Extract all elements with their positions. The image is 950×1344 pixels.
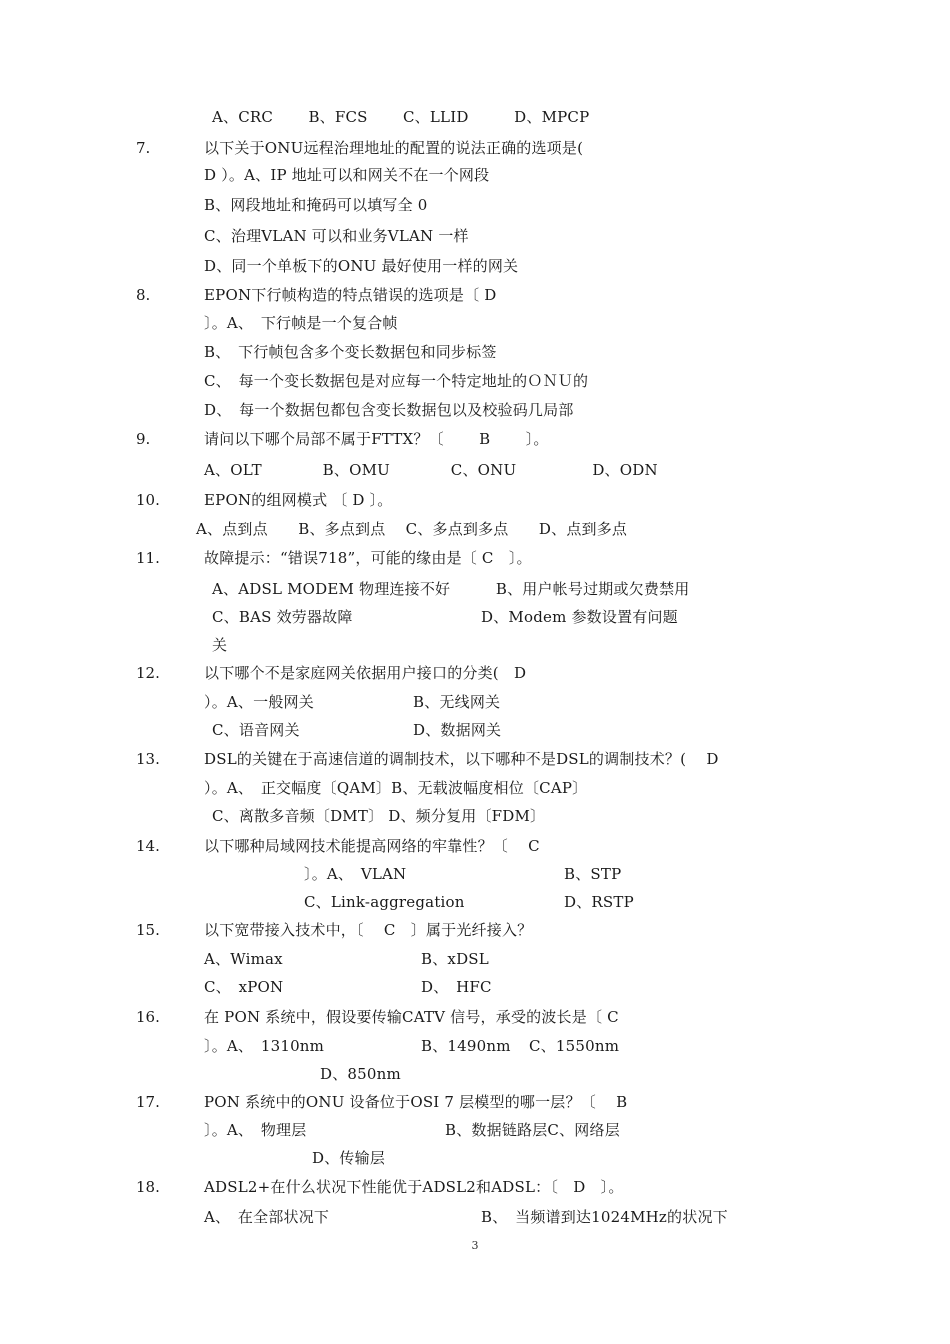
text-line: B、 下行帧包含多个变长数据包和同步标签 bbox=[204, 343, 497, 361]
question-number-8: 8. bbox=[136, 286, 151, 304]
text-line: D、传输层 bbox=[312, 1149, 386, 1167]
text-line: ）。A、一般网关 bbox=[204, 693, 314, 711]
text-line: B、1490nm bbox=[421, 1037, 511, 1055]
text-line: 以下关于ONU远程治理地址的配置的说法正确的选项是( bbox=[204, 139, 584, 157]
text-line: 请问以下哪个局部不属于FTTX？〔 B 〕。 bbox=[204, 430, 549, 448]
text-line: C、BAS 效劳器故障 bbox=[212, 608, 353, 626]
text-line: A、ADSL MODEM 物理连接不好 B、用户帐号过期或欠费禁用 bbox=[212, 580, 690, 598]
question-number-12: 12. bbox=[136, 664, 160, 682]
text-line: 〕。A、 1310nm bbox=[204, 1037, 325, 1055]
text-line: 故障提示：“错误718”，可能的缘由是〔 C 〕。 bbox=[204, 549, 532, 567]
text-line: B、 当频谱到达1024MHz的状况下 bbox=[481, 1208, 728, 1226]
text-line: B、网段地址和掩码可以填写全 0 bbox=[204, 196, 428, 214]
text-line: 以下哪种局域网技术能提高网络的牢靠性？〔 C bbox=[204, 837, 540, 855]
question-number-17: 17. bbox=[136, 1093, 160, 1111]
text-line: B、无线网关 bbox=[413, 693, 501, 711]
text-line: A、 在全部状况下 bbox=[204, 1208, 330, 1226]
page-number: 3 bbox=[471, 1239, 479, 1252]
text-line: D、RSTP bbox=[564, 893, 634, 911]
question-number-18: 18. bbox=[136, 1178, 160, 1196]
question-number-7: 7. bbox=[136, 139, 151, 157]
text-line: DSL的关键在于高速信道的调制技术，以下哪种不是DSL的调制技术？( D bbox=[204, 750, 719, 768]
text-line: ）。A、 正交幅度〔QAM〕B、无载波幅度相位〔CAP〕 bbox=[204, 779, 588, 797]
text-line: C、1550nm bbox=[529, 1037, 620, 1055]
text-line: C、 每一个变长数据包是对应每一个特定地址的ＯＮＵ的 bbox=[204, 372, 589, 390]
text-line: D、850nm bbox=[320, 1065, 401, 1083]
text-line: 〕。A、 下行帧是一个复合帧 bbox=[204, 314, 398, 332]
text-line: A、Wimax bbox=[204, 950, 283, 968]
text-line: B、数据链路层C、网络层 bbox=[445, 1121, 620, 1139]
text-line: C、治理VLAN 可以和业务VLAN 一样 bbox=[204, 227, 469, 245]
text-line: B、xDSL bbox=[421, 950, 489, 968]
text-line: C、语音网关 bbox=[212, 721, 300, 739]
text-line: 关 bbox=[212, 636, 228, 654]
text-line: B、STP bbox=[564, 865, 622, 883]
text-line: D、 HFC bbox=[421, 978, 492, 996]
text-line: C、 xPON bbox=[204, 978, 284, 996]
text-line: A、点到点 B、多点到点 C、多点到多点 D、点到多点 bbox=[196, 520, 628, 538]
text-line: 以下宽带接入技术中，〔 C 〕属于光纤接入？ bbox=[204, 921, 533, 939]
text-line: D、数据网关 bbox=[413, 721, 502, 739]
text-line: C、离散多音频〔DMT〕 D、频分复用〔FDM〕 bbox=[212, 807, 546, 825]
text-line: D、Modem 参数设置有问题 bbox=[481, 608, 678, 626]
question-number-11: 11. bbox=[136, 549, 160, 567]
text-line: 在 PON 系统中，假设要传输CATV 信号，承受的波长是〔 C bbox=[204, 1008, 619, 1026]
text-line: D ）。A、IP 地址可以和网关不在一个网段 bbox=[204, 166, 490, 184]
question-number-10: 10. bbox=[136, 491, 160, 509]
question-number-14: 14. bbox=[136, 837, 160, 855]
text-line: A、OLT B、OMU C、ONU D、ODN bbox=[204, 461, 658, 479]
text-line: PON 系统中的ONU 设备位于OSI 7 层模型的哪一层？〔 B bbox=[204, 1093, 628, 1111]
text-line: 〕。A、 VLAN bbox=[304, 865, 407, 883]
question-number-16: 16. bbox=[136, 1008, 160, 1026]
text-line: 以下哪个不是家庭网关依据用户接口的分类( D bbox=[204, 664, 527, 682]
text-line: D、 每一个数据包都包含变长数据包以及校验码几局部 bbox=[204, 401, 574, 419]
text-line: C、Link-aggregation bbox=[304, 893, 465, 911]
question-number-15: 15. bbox=[136, 921, 160, 939]
question-number-13: 13. bbox=[136, 750, 160, 768]
text-line: EPON的组网模式 〔 D 〕。 bbox=[204, 491, 393, 509]
text-line: D、同一个单板下的ONU 最好使用一样的网关 bbox=[204, 257, 519, 275]
question-number-9: 9. bbox=[136, 430, 151, 448]
text-line: ADSL2+在什么状况下性能优于ADSL2和ADSL：〔 D 〕。 bbox=[204, 1178, 624, 1196]
text-line: EPON下行帧构造的特点错误的选项是〔 D bbox=[204, 286, 497, 304]
text-line: 〕。A、 物理层 bbox=[204, 1121, 307, 1139]
text-line: A、CRC B、FCS C、LLID D、MPCP bbox=[212, 108, 590, 126]
